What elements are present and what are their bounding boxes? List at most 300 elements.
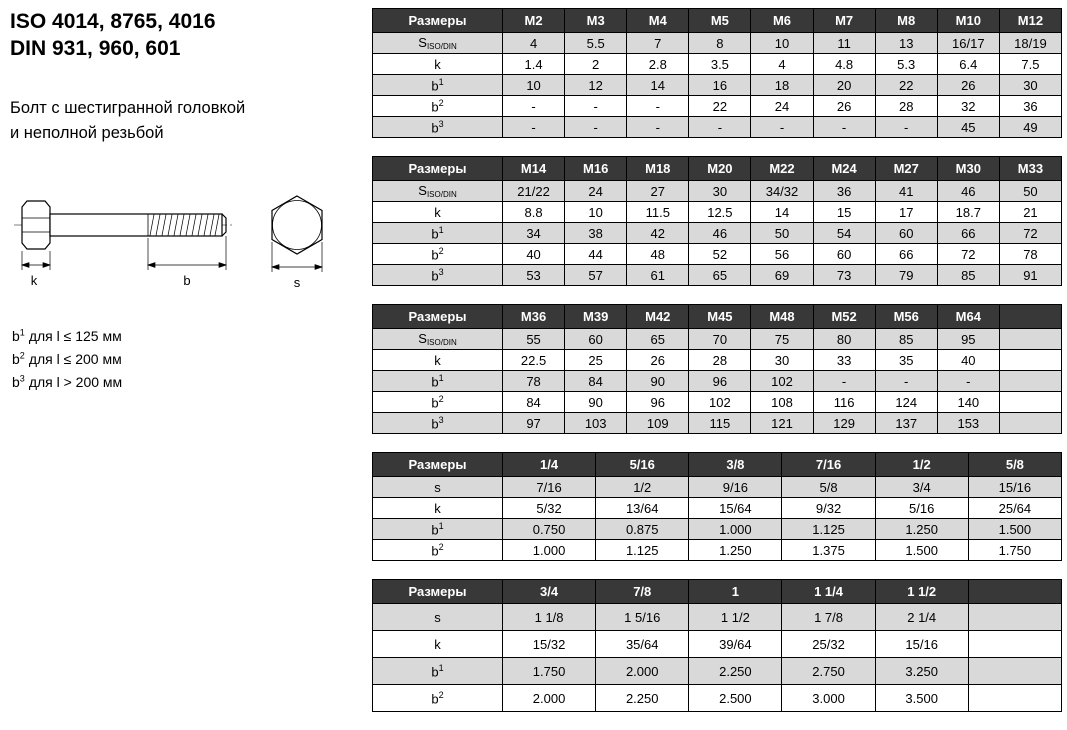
header-size-1-4: 1/4 bbox=[503, 453, 596, 477]
value-cell: 41 bbox=[875, 181, 937, 202]
row-label-b1: $b^1$ bbox=[373, 223, 503, 244]
value-cell: 96 bbox=[627, 392, 689, 413]
value-cell: 36 bbox=[813, 181, 875, 202]
value-cell: 24 bbox=[565, 181, 627, 202]
value-cell: 95 bbox=[937, 329, 999, 350]
row-label-b2: $b^2$ bbox=[373, 392, 503, 413]
value-cell: 80 bbox=[813, 329, 875, 350]
header-row bbox=[373, 305, 1062, 329]
value-cell: 102 bbox=[689, 392, 751, 413]
value-cell bbox=[968, 658, 1061, 685]
value-cell: 4 bbox=[503, 33, 565, 54]
row-label-k: k bbox=[373, 350, 503, 371]
bolt-shank bbox=[50, 214, 222, 236]
value-cell: 5.5 bbox=[565, 33, 627, 54]
footnote-b2-text: для l ≤ 200 мм bbox=[28, 351, 122, 368]
value-cell: 2.250 bbox=[689, 658, 782, 685]
table-row bbox=[373, 96, 1062, 117]
footnote-b1-sup: 1 bbox=[19, 327, 25, 338]
header-size-M5: M5 bbox=[689, 9, 751, 33]
value-cell: 4.8 bbox=[813, 54, 875, 75]
bolt-side-view bbox=[14, 201, 234, 249]
value-cell: 72 bbox=[999, 223, 1061, 244]
value-cell: 25/32 bbox=[782, 631, 875, 658]
value-cell: 1.000 bbox=[689, 519, 782, 540]
value-cell: 84 bbox=[503, 392, 565, 413]
value-cell: 14 bbox=[751, 202, 813, 223]
value-cell: 26 bbox=[813, 96, 875, 117]
value-cell: 3/4 bbox=[875, 477, 968, 498]
header-sizes-label: Размеры bbox=[373, 305, 503, 329]
bolt-technical-drawing bbox=[10, 188, 355, 298]
footnote-b3-sup: 3 bbox=[19, 373, 25, 384]
value-cell: 5/8 bbox=[782, 477, 875, 498]
table-row bbox=[373, 631, 1062, 658]
value-cell: 40 bbox=[937, 350, 999, 371]
value-cell: 1 1/8 bbox=[503, 604, 596, 631]
value-cell: 85 bbox=[937, 265, 999, 286]
value-cell: 73 bbox=[813, 265, 875, 286]
value-cell: - bbox=[937, 371, 999, 392]
row-label-b2: $b^2$ bbox=[373, 540, 503, 561]
header-size-7-16: 7/16 bbox=[782, 453, 875, 477]
header-size-1-2: 1/2 bbox=[875, 453, 968, 477]
row-label-s: s bbox=[373, 604, 503, 631]
value-cell: 50 bbox=[751, 223, 813, 244]
value-cell: 1.500 bbox=[968, 519, 1061, 540]
value-cell: 5/16 bbox=[875, 498, 968, 519]
value-cell: 46 bbox=[689, 223, 751, 244]
value-cell: 49 bbox=[999, 117, 1061, 138]
value-cell: 34/32 bbox=[751, 181, 813, 202]
row-label-b1: $b^1$ bbox=[373, 75, 503, 96]
value-cell: 0.875 bbox=[596, 519, 689, 540]
value-cell: 65 bbox=[627, 329, 689, 350]
dimension-labels bbox=[31, 273, 301, 290]
value-cell: 33 bbox=[813, 350, 875, 371]
value-cell: 2 bbox=[565, 54, 627, 75]
value-cell: - bbox=[627, 117, 689, 138]
table-row bbox=[373, 329, 1062, 350]
header-size-M20: M20 bbox=[689, 157, 751, 181]
value-cell: 21 bbox=[999, 202, 1061, 223]
value-cell: 1 7/8 bbox=[782, 604, 875, 631]
row-label-b2: $b^2$ bbox=[373, 244, 503, 265]
value-cell: 10 bbox=[751, 33, 813, 54]
dimension-table-inch-quarter-to-fiveeighths bbox=[372, 452, 1062, 561]
value-cell: - bbox=[565, 117, 627, 138]
value-cell: 12.5 bbox=[689, 202, 751, 223]
header-size-M30: M30 bbox=[937, 157, 999, 181]
table-row bbox=[373, 202, 1062, 223]
dim-label-k: k bbox=[30, 273, 38, 288]
value-cell: 108 bbox=[751, 392, 813, 413]
table-row bbox=[373, 350, 1062, 371]
value-cell: 45 bbox=[937, 117, 999, 138]
row-label-b1: $b^1$ bbox=[373, 519, 503, 540]
value-cell: 22 bbox=[875, 75, 937, 96]
value-cell: 55 bbox=[503, 329, 565, 350]
header-size-M52: M52 bbox=[813, 305, 875, 329]
header-size-1-1-4: 1 1/4 bbox=[782, 580, 875, 604]
value-cell: 75 bbox=[751, 329, 813, 350]
table-row bbox=[373, 181, 1062, 202]
value-cell: 60 bbox=[813, 244, 875, 265]
dimension-table-metric-m14-m33 bbox=[372, 156, 1062, 286]
hex-head-view bbox=[272, 196, 322, 254]
value-cell: 22 bbox=[689, 96, 751, 117]
value-cell: 65 bbox=[689, 265, 751, 286]
value-cell: 2.000 bbox=[503, 685, 596, 712]
value-cell: 72 bbox=[937, 244, 999, 265]
value-cell: 3.500 bbox=[875, 685, 968, 712]
value-cell: 48 bbox=[627, 244, 689, 265]
header-size-3-4: 3/4 bbox=[503, 580, 596, 604]
header-size-7-8: 7/8 bbox=[596, 580, 689, 604]
value-cell: 90 bbox=[565, 392, 627, 413]
value-cell: 15/32 bbox=[503, 631, 596, 658]
footnote-b3-symbol: b bbox=[12, 374, 20, 391]
value-cell: 26 bbox=[627, 350, 689, 371]
value-cell: 66 bbox=[875, 244, 937, 265]
value-cell: 57 bbox=[565, 265, 627, 286]
value-cell: 1.250 bbox=[875, 519, 968, 540]
din-standards-title: DIN 931, 960, 601 bbox=[10, 37, 181, 61]
header-size-1-1-2: 1 1/2 bbox=[875, 580, 968, 604]
row-label-S: $S_{ISO/DIN}$ bbox=[373, 181, 503, 202]
value-cell: 42 bbox=[627, 223, 689, 244]
value-cell: 124 bbox=[875, 392, 937, 413]
value-cell: - bbox=[875, 117, 937, 138]
value-cell: 11 bbox=[813, 33, 875, 54]
header-empty-cell bbox=[968, 580, 1061, 604]
dim-label-s: s bbox=[293, 275, 301, 290]
value-cell: 78 bbox=[999, 244, 1061, 265]
table-row bbox=[373, 658, 1062, 685]
value-cell: 46 bbox=[937, 181, 999, 202]
value-cell: 24 bbox=[751, 96, 813, 117]
header-size-1: 1 bbox=[689, 580, 782, 604]
header-size-M4: M4 bbox=[627, 9, 689, 33]
value-cell: 61 bbox=[627, 265, 689, 286]
bolt-drawing bbox=[10, 188, 355, 303]
header-size-M3: M3 bbox=[565, 9, 627, 33]
value-cell: 13 bbox=[875, 33, 937, 54]
value-cell: 44 bbox=[565, 244, 627, 265]
row-label-b3: $b^3$ bbox=[373, 265, 503, 286]
header-size-M27: M27 bbox=[875, 157, 937, 181]
table-row bbox=[373, 117, 1062, 138]
footnote-b1-symbol: b bbox=[12, 328, 20, 344]
value-cell: 69 bbox=[751, 265, 813, 286]
info-panel bbox=[10, 8, 366, 712]
header-row bbox=[373, 580, 1062, 604]
value-cell: 129 bbox=[813, 413, 875, 434]
header-size-5-16: 5/16 bbox=[596, 453, 689, 477]
value-cell bbox=[968, 604, 1061, 631]
row-label-b2: $b^2$ bbox=[373, 96, 503, 117]
value-cell: 1.125 bbox=[782, 519, 875, 540]
header-size-M42: M42 bbox=[627, 305, 689, 329]
header-size-M33: M33 bbox=[999, 157, 1061, 181]
value-cell: 97 bbox=[503, 413, 565, 434]
description-line-1: Болт с шестигранной головкой bbox=[10, 99, 246, 117]
value-cell: 1.125 bbox=[596, 540, 689, 561]
table-row bbox=[373, 392, 1062, 413]
table-row bbox=[373, 33, 1062, 54]
value-cell: 1.750 bbox=[503, 658, 596, 685]
value-cell: - bbox=[503, 96, 565, 117]
table-row bbox=[373, 75, 1062, 96]
value-cell: 90 bbox=[627, 371, 689, 392]
value-cell: 1.750 bbox=[968, 540, 1061, 561]
footnote-b1 bbox=[12, 325, 122, 348]
value-cell: 8.8 bbox=[503, 202, 565, 223]
value-cell: 16 bbox=[689, 75, 751, 96]
value-cell: - bbox=[503, 117, 565, 138]
table-row bbox=[373, 244, 1062, 265]
value-cell: 70 bbox=[689, 329, 751, 350]
table-row bbox=[373, 540, 1062, 561]
value-cell: 34 bbox=[503, 223, 565, 244]
header-row bbox=[373, 157, 1062, 181]
value-cell: 26 bbox=[937, 75, 999, 96]
value-cell bbox=[999, 371, 1061, 392]
value-cell: 1.250 bbox=[689, 540, 782, 561]
table-row bbox=[373, 604, 1062, 631]
header-size-M2: M2 bbox=[503, 9, 565, 33]
value-cell: 91 bbox=[999, 265, 1061, 286]
value-cell: 38 bbox=[565, 223, 627, 244]
footnote-b1-text: для l ≤ 125 мм bbox=[28, 328, 122, 344]
header-size-M36: M36 bbox=[503, 305, 565, 329]
footnote-b3-text: для l > 200 мм bbox=[28, 374, 123, 391]
table-row bbox=[373, 265, 1062, 286]
value-cell: 2.8 bbox=[627, 54, 689, 75]
header-size-M16: M16 bbox=[565, 157, 627, 181]
value-cell bbox=[999, 413, 1061, 434]
value-cell: 9/32 bbox=[782, 498, 875, 519]
value-cell: 1 5/16 bbox=[596, 604, 689, 631]
value-cell: 153 bbox=[937, 413, 999, 434]
header-sizes-label: Размеры bbox=[373, 580, 503, 604]
value-cell: 15/16 bbox=[968, 477, 1061, 498]
header-sizes-label: Размеры bbox=[373, 157, 503, 181]
value-cell: 54 bbox=[813, 223, 875, 244]
row-label-k: k bbox=[373, 498, 503, 519]
value-cell: 3.5 bbox=[689, 54, 751, 75]
footnote-b3 bbox=[12, 371, 122, 394]
value-cell: 36 bbox=[999, 96, 1061, 117]
header-size-M18: M18 bbox=[627, 157, 689, 181]
tables-column bbox=[372, 8, 1062, 730]
value-cell: 25 bbox=[565, 350, 627, 371]
value-cell: 27 bbox=[627, 181, 689, 202]
value-cell bbox=[999, 392, 1061, 413]
table-row bbox=[373, 685, 1062, 712]
header-size-M8: M8 bbox=[875, 9, 937, 33]
value-cell: 50 bbox=[999, 181, 1061, 202]
table-row bbox=[373, 477, 1062, 498]
header-sizes-label: Размеры bbox=[373, 453, 503, 477]
value-cell bbox=[999, 329, 1061, 350]
value-cell: 79 bbox=[875, 265, 937, 286]
value-cell: 17 bbox=[875, 202, 937, 223]
value-cell: 1.000 bbox=[503, 540, 596, 561]
value-cell: 102 bbox=[751, 371, 813, 392]
header-row bbox=[373, 453, 1062, 477]
value-cell: - bbox=[875, 371, 937, 392]
value-cell: 28 bbox=[875, 96, 937, 117]
header-size-M24: M24 bbox=[813, 157, 875, 181]
value-cell: 103 bbox=[565, 413, 627, 434]
row-label-k: k bbox=[373, 631, 503, 658]
row-label-b3: $b^3$ bbox=[373, 117, 503, 138]
header-size-M10: M10 bbox=[937, 9, 999, 33]
value-cell: 15/16 bbox=[875, 631, 968, 658]
row-label-S: $S_{ISO/DIN}$ bbox=[373, 33, 503, 54]
table-row bbox=[373, 413, 1062, 434]
value-cell: 121 bbox=[751, 413, 813, 434]
value-cell: 85 bbox=[875, 329, 937, 350]
header-size-M6: M6 bbox=[751, 9, 813, 33]
value-cell: 115 bbox=[689, 413, 751, 434]
value-cell: 30 bbox=[999, 75, 1061, 96]
value-cell: 140 bbox=[937, 392, 999, 413]
value-cell: 10 bbox=[565, 202, 627, 223]
header-empty-cell bbox=[999, 305, 1061, 329]
row-label-b2: $b^2$ bbox=[373, 685, 503, 712]
value-cell: 2.000 bbox=[596, 658, 689, 685]
value-cell: 66 bbox=[937, 223, 999, 244]
spec-title bbox=[10, 8, 216, 63]
footnote-b2 bbox=[12, 348, 122, 371]
value-cell: 5/32 bbox=[503, 498, 596, 519]
header-size-M56: M56 bbox=[875, 305, 937, 329]
header-row bbox=[373, 9, 1062, 33]
value-cell: 56 bbox=[751, 244, 813, 265]
value-cell: 20 bbox=[813, 75, 875, 96]
value-cell: 1 1/2 bbox=[689, 604, 782, 631]
table-row bbox=[373, 498, 1062, 519]
description-line-2: и неполной резьбой bbox=[10, 123, 164, 142]
value-cell: 35 bbox=[875, 350, 937, 371]
value-cell: 18/19 bbox=[999, 33, 1061, 54]
value-cell: 7/16 bbox=[503, 477, 596, 498]
value-cell: 78 bbox=[503, 371, 565, 392]
value-cell: 13/64 bbox=[596, 498, 689, 519]
value-cell: 1.4 bbox=[503, 54, 565, 75]
value-cell: 109 bbox=[627, 413, 689, 434]
value-cell: 60 bbox=[565, 329, 627, 350]
footnote-b2-sup: 2 bbox=[19, 350, 25, 361]
value-cell: 2.500 bbox=[689, 685, 782, 712]
value-cell: 39/64 bbox=[689, 631, 782, 658]
value-cell: 2.250 bbox=[596, 685, 689, 712]
value-cell: 1/2 bbox=[596, 477, 689, 498]
value-cell: 52 bbox=[689, 244, 751, 265]
value-cell: - bbox=[565, 96, 627, 117]
value-cell: 22.5 bbox=[503, 350, 565, 371]
footnote-b2-symbol: b bbox=[12, 351, 20, 368]
value-cell: 40 bbox=[503, 244, 565, 265]
value-cell: 11.5 bbox=[627, 202, 689, 223]
value-cell bbox=[999, 350, 1061, 371]
value-cell: 84 bbox=[565, 371, 627, 392]
row-label-S: $S_{ISO/DIN}$ bbox=[373, 329, 503, 350]
table-row bbox=[373, 223, 1062, 244]
row-label-k: k bbox=[373, 54, 503, 75]
value-cell: 10 bbox=[503, 75, 565, 96]
header-size-M48: M48 bbox=[751, 305, 813, 329]
dimension-table-metric-m2-m12 bbox=[372, 8, 1062, 138]
value-cell: 53 bbox=[503, 265, 565, 286]
value-cell: 35/64 bbox=[596, 631, 689, 658]
value-cell: 6.4 bbox=[937, 54, 999, 75]
value-cell: 7.5 bbox=[999, 54, 1061, 75]
header-size-M7: M7 bbox=[813, 9, 875, 33]
iso-standards-title: ISO 4014, 8765, 4016 bbox=[10, 10, 216, 33]
table-row bbox=[373, 371, 1062, 392]
value-cell: 4 bbox=[751, 54, 813, 75]
value-cell: 1.375 bbox=[782, 540, 875, 561]
row-label-b1: $b^1$ bbox=[373, 371, 503, 392]
value-cell: 30 bbox=[689, 181, 751, 202]
value-cell: 32 bbox=[937, 96, 999, 117]
value-cell: 116 bbox=[813, 392, 875, 413]
value-cell: 25/64 bbox=[968, 498, 1061, 519]
value-cell: 8 bbox=[689, 33, 751, 54]
value-cell bbox=[968, 685, 1061, 712]
dimension-table-inch-threequarters-to-onehalf bbox=[372, 579, 1062, 712]
value-cell: 7 bbox=[627, 33, 689, 54]
value-cell: - bbox=[813, 117, 875, 138]
table-row bbox=[373, 519, 1062, 540]
value-cell: - bbox=[751, 117, 813, 138]
row-label-b3: $b^3$ bbox=[373, 413, 503, 434]
row-label-b1: $b^1$ bbox=[373, 658, 503, 685]
header-size-M39: M39 bbox=[565, 305, 627, 329]
value-cell: 18 bbox=[751, 75, 813, 96]
value-cell: 21/22 bbox=[503, 181, 565, 202]
value-cell: 96 bbox=[689, 371, 751, 392]
header-sizes-label: Размеры bbox=[373, 9, 503, 33]
header-size-M45: M45 bbox=[689, 305, 751, 329]
value-cell: 2.750 bbox=[782, 658, 875, 685]
value-cell bbox=[968, 631, 1061, 658]
value-cell: 3.000 bbox=[782, 685, 875, 712]
value-cell: 28 bbox=[689, 350, 751, 371]
value-cell: 16/17 bbox=[937, 33, 999, 54]
footnotes bbox=[12, 325, 122, 394]
value-cell: 2 1/4 bbox=[875, 604, 968, 631]
table-row bbox=[373, 54, 1062, 75]
product-description bbox=[10, 96, 245, 146]
value-cell: 60 bbox=[875, 223, 937, 244]
dimension-table-metric-m36-m64 bbox=[372, 304, 1062, 434]
header-size-M22: M22 bbox=[751, 157, 813, 181]
value-cell: 5.3 bbox=[875, 54, 937, 75]
value-cell: - bbox=[627, 96, 689, 117]
value-cell: 15 bbox=[813, 202, 875, 223]
row-label-k: k bbox=[373, 202, 503, 223]
header-size-M12: M12 bbox=[999, 9, 1061, 33]
value-cell: 12 bbox=[565, 75, 627, 96]
hexagon-outline bbox=[272, 196, 322, 254]
value-cell: - bbox=[813, 371, 875, 392]
value-cell: 137 bbox=[875, 413, 937, 434]
value-cell: 18.7 bbox=[937, 202, 999, 223]
